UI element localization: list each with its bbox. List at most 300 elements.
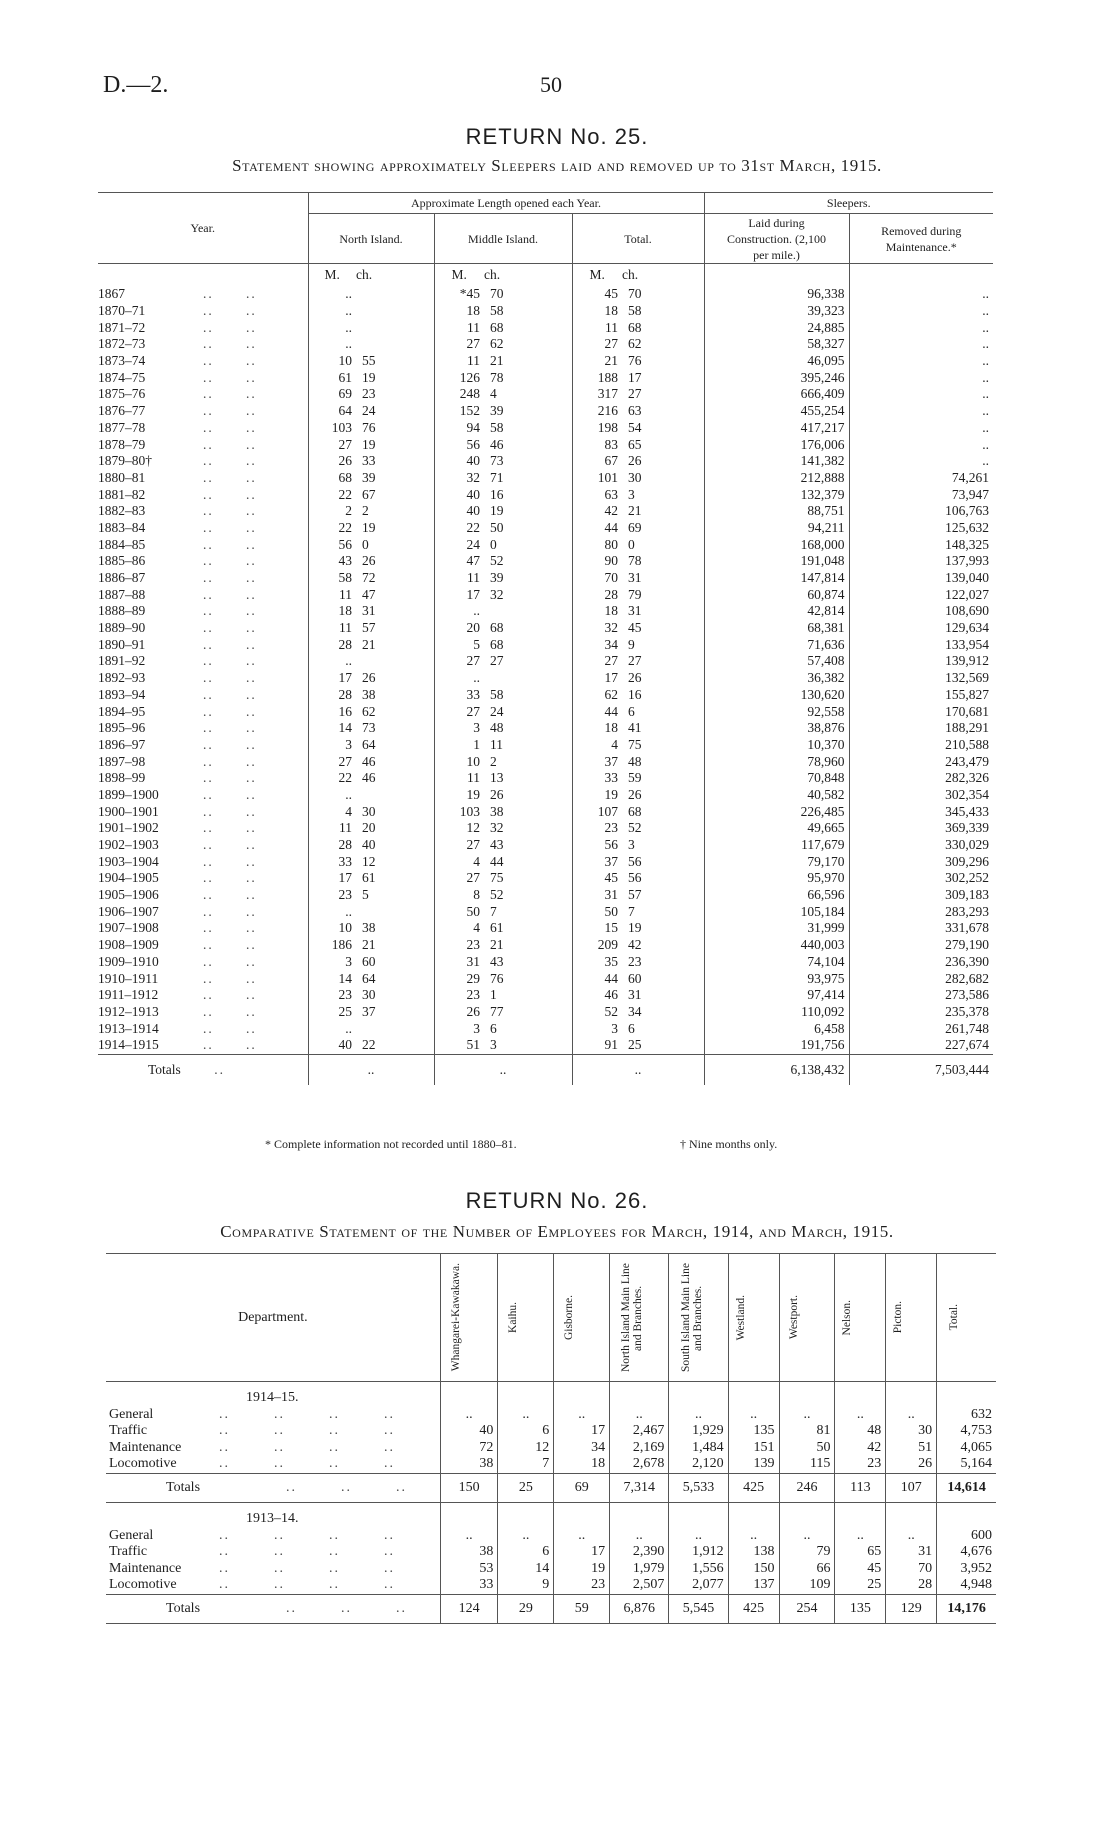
employee-count: 45 bbox=[835, 1561, 886, 1578]
total-chains: 3 bbox=[628, 837, 635, 853]
removed-value: 279,190 bbox=[849, 937, 993, 954]
middle-miles: 103 bbox=[434, 803, 484, 820]
year-row: 1880–81 .. .. 68 39 32 71 101 30 212,888 74,261 bbox=[98, 470, 993, 487]
total-miles: 23 bbox=[572, 820, 622, 837]
laid-value: 46,095 bbox=[704, 353, 849, 370]
north-chains: 60 bbox=[362, 953, 376, 969]
year-cell: 1901–1902 bbox=[98, 820, 159, 836]
column-header: North Island Main Line and Branches. bbox=[610, 1254, 669, 1382]
column-header: Total. bbox=[937, 1254, 996, 1382]
laid-value: 117,679 bbox=[704, 837, 849, 854]
north-miles: 4 bbox=[308, 803, 356, 820]
north-miles: 2 bbox=[308, 503, 356, 520]
middle-chains: 3 bbox=[490, 1037, 497, 1053]
total-chains: 48 bbox=[628, 753, 642, 769]
column-header: Whangarei-Kawakawa. bbox=[440, 1254, 498, 1382]
north-chains: 33 bbox=[362, 453, 376, 469]
total-chains: 34 bbox=[628, 1003, 642, 1019]
north-miles: 58 bbox=[308, 570, 356, 587]
removed-value: .. bbox=[849, 403, 993, 420]
total-miles: 90 bbox=[572, 553, 622, 570]
year-cell: 1888–89 bbox=[98, 603, 146, 619]
north-miles: 10 bbox=[308, 353, 356, 370]
middle-miles: 27 bbox=[434, 703, 484, 720]
return-25-title: RETURN No. 25. bbox=[465, 124, 649, 149]
north-miles: .. bbox=[308, 286, 356, 303]
laid-value: 130,620 bbox=[704, 687, 849, 704]
middle-miles: 11 bbox=[434, 353, 484, 370]
department-cell: Maintenance .. .. .. .. bbox=[109, 1560, 395, 1576]
north-chains: 24 bbox=[362, 403, 376, 419]
employee-count: .. bbox=[835, 1407, 886, 1424]
employee-count: .. bbox=[440, 1528, 498, 1545]
middle-chains: 39 bbox=[490, 403, 504, 419]
north-chains bbox=[356, 319, 434, 336]
laid-value: 31,999 bbox=[704, 920, 849, 937]
employee-count: 48 bbox=[835, 1423, 886, 1440]
section-year: 1913–14. bbox=[246, 1511, 299, 1527]
employee-count: 2,678 bbox=[610, 1456, 669, 1473]
middle-miles: 24 bbox=[434, 536, 484, 553]
laid-value: 176,006 bbox=[704, 436, 849, 453]
north-chains: 19 bbox=[362, 369, 376, 385]
employee-count: 2,507 bbox=[610, 1577, 669, 1594]
north-chains: 57 bbox=[362, 620, 376, 636]
department-row bbox=[106, 1440, 996, 1457]
employee-count: .. bbox=[440, 1407, 498, 1424]
middle-chains: 24 bbox=[490, 703, 504, 719]
north-chains bbox=[356, 303, 434, 320]
department-cell: General .. .. .. .. bbox=[109, 1406, 395, 1422]
laid-value: 66,596 bbox=[704, 887, 849, 904]
employee-count: 50 bbox=[779, 1440, 835, 1457]
total-chains: 27 bbox=[628, 386, 642, 402]
middle-miles: 23 bbox=[434, 937, 484, 954]
removed-value: 137,993 bbox=[849, 553, 993, 570]
total-miles: 18 bbox=[572, 303, 622, 320]
laid-value: 24,885 bbox=[704, 319, 849, 336]
north-miles: .. bbox=[308, 303, 356, 320]
total-chains: 19 bbox=[628, 920, 642, 936]
total-chains: 79 bbox=[628, 586, 642, 602]
north-chains: 55 bbox=[362, 353, 376, 369]
middle-miles: 26 bbox=[434, 1004, 484, 1021]
year-cell: 1882–83 bbox=[98, 503, 146, 519]
employee-count: 2,077 bbox=[669, 1577, 728, 1594]
total-chains: 59 bbox=[628, 770, 642, 786]
north-miles: 3 bbox=[308, 954, 356, 971]
middle-miles: 4 bbox=[434, 853, 484, 870]
north-miles: 68 bbox=[308, 470, 356, 487]
return-25-statement: Statement showing approximately Sleepers laid and removed up to 31st March, 1915. bbox=[232, 156, 882, 175]
employee-count: .. bbox=[498, 1528, 554, 1545]
middle-chains bbox=[484, 603, 572, 620]
middle-chains: 21 bbox=[490, 353, 504, 369]
removed-value: 261,748 bbox=[849, 1020, 993, 1037]
north-chains: 40 bbox=[362, 837, 376, 853]
footnote-nine-months: † Nine months only. bbox=[680, 1137, 778, 1151]
north-miles: 10 bbox=[308, 920, 356, 937]
employee-count: 600 bbox=[937, 1528, 996, 1545]
middle-miles: 20 bbox=[434, 620, 484, 637]
total-chains: 26 bbox=[628, 786, 642, 802]
column-header: Westport. bbox=[779, 1254, 835, 1382]
department-row bbox=[106, 1544, 996, 1561]
employee-count: 38 bbox=[440, 1456, 498, 1473]
year-cell: 1876–77 bbox=[98, 403, 146, 419]
year-row: 1877–78 .. .. 103 76 94 58 198 54 417,217 .. bbox=[98, 420, 993, 437]
removed-value: 122,027 bbox=[849, 586, 993, 603]
removed-value: 106,763 bbox=[849, 503, 993, 520]
total-chains: 26 bbox=[628, 453, 642, 469]
total-miles: 37 bbox=[572, 853, 622, 870]
year-cell: 1893–94 bbox=[98, 686, 146, 702]
laid-value: 38,876 bbox=[704, 720, 849, 737]
total-miles: 44 bbox=[572, 703, 622, 720]
total-count: 6,876 bbox=[610, 1594, 669, 1624]
year-row: 1890–91 .. .. 28 21 5 68 34 9 71,636 133,954 bbox=[98, 636, 993, 653]
north-chains: 22 bbox=[362, 1037, 376, 1053]
north-miles: 14 bbox=[308, 720, 356, 737]
total-chains: 6 bbox=[628, 703, 635, 719]
employee-count: 1,484 bbox=[669, 1440, 728, 1457]
year-row: 1894–95 .. .. 16 62 27 24 44 6 92,558 170,681 bbox=[98, 703, 993, 720]
total-miles: 45 bbox=[572, 870, 622, 887]
department-row bbox=[106, 1407, 996, 1424]
year-cell: 1886–87 bbox=[98, 570, 146, 586]
total-miles: 46 bbox=[572, 987, 622, 1004]
col-removed-header: Removed during Maintenance.* bbox=[849, 214, 993, 264]
department-cell: Locomotive .. .. .. .. bbox=[109, 1577, 395, 1593]
total-chains: 26 bbox=[628, 670, 642, 686]
middle-chains: 58 bbox=[490, 303, 504, 319]
middle-chains: 75 bbox=[490, 870, 504, 886]
north-miles: 17 bbox=[308, 670, 356, 687]
middle-miles: 152 bbox=[434, 403, 484, 420]
employee-count: 30 bbox=[886, 1423, 937, 1440]
year-row: 1907–1908 .. .. 10 38 4 61 15 19 31,999 331,678 bbox=[98, 920, 993, 937]
employee-count: 7 bbox=[498, 1456, 554, 1473]
unit-ch: ch. bbox=[356, 267, 373, 282]
year-row: 1906–1907 .. .. .. 50 7 50 7 105,184 283,293 bbox=[98, 903, 993, 920]
year-row: 1871–72 .. .. .. 11 68 11 68 24,885 .. bbox=[98, 319, 993, 336]
middle-chains: 0 bbox=[490, 536, 497, 552]
middle-miles: 23 bbox=[434, 987, 484, 1004]
employee-count: 2,390 bbox=[610, 1544, 669, 1561]
year-cell: 1885–86 bbox=[98, 553, 146, 569]
year-cell: 1900–1901 bbox=[98, 803, 159, 819]
removed-value: 282,326 bbox=[849, 770, 993, 787]
total-count: 14,176 bbox=[937, 1594, 996, 1624]
middle-chains: 73 bbox=[490, 453, 504, 469]
north-chains bbox=[356, 1020, 434, 1037]
removed-value: 235,378 bbox=[849, 1004, 993, 1021]
total-count: 129 bbox=[886, 1594, 937, 1624]
total-chains: 7 bbox=[628, 903, 635, 919]
section-totals-row bbox=[106, 1473, 996, 1503]
middle-chains: 58 bbox=[490, 419, 504, 435]
section-year-row bbox=[106, 1503, 996, 1528]
middle-chains: 68 bbox=[490, 319, 504, 335]
employee-count: 1,979 bbox=[610, 1561, 669, 1578]
north-miles: 11 bbox=[308, 586, 356, 603]
laid-value: 88,751 bbox=[704, 503, 849, 520]
laid-value: 141,382 bbox=[704, 453, 849, 470]
laid-value: 60,874 bbox=[704, 586, 849, 603]
north-chains: 26 bbox=[362, 553, 376, 569]
removed-value: 282,682 bbox=[849, 970, 993, 987]
total-chains: 6 bbox=[628, 1020, 635, 1036]
total-miles: 56 bbox=[572, 837, 622, 854]
total-count: 59 bbox=[554, 1594, 610, 1624]
department-cell: General .. .. .. .. bbox=[109, 1527, 395, 1543]
north-miles: 11 bbox=[308, 620, 356, 637]
total-count: 69 bbox=[554, 1473, 610, 1503]
employee-count: 79 bbox=[779, 1544, 835, 1561]
middle-miles: 5 bbox=[434, 636, 484, 653]
total-chains: 54 bbox=[628, 419, 642, 435]
middle-miles: .. bbox=[434, 670, 484, 687]
north-chains: 0 bbox=[362, 536, 369, 552]
middle-chains: 6 bbox=[490, 1020, 497, 1036]
total-north: .. bbox=[308, 1054, 434, 1085]
employee-count: .. bbox=[554, 1407, 610, 1424]
laid-value: 92,558 bbox=[704, 703, 849, 720]
year-row: 1875–76 .. .. 69 23 248 4 317 27 666,409 .. bbox=[98, 386, 993, 403]
employee-count: 23 bbox=[554, 1577, 610, 1594]
total-chains: 42 bbox=[628, 937, 642, 953]
employee-count: 17 bbox=[554, 1423, 610, 1440]
total-count: 425 bbox=[728, 1594, 779, 1624]
middle-chains: 77 bbox=[490, 1003, 504, 1019]
north-chains: 26 bbox=[362, 670, 376, 686]
employee-count: 72 bbox=[440, 1440, 498, 1457]
year-cell: 1874–75 bbox=[98, 369, 146, 385]
north-chains: 62 bbox=[362, 703, 376, 719]
col-department-header: Department. bbox=[238, 1309, 308, 1325]
employee-count: 150 bbox=[728, 1561, 779, 1578]
removed-value: 74,261 bbox=[849, 470, 993, 487]
year-cell: 1912–1913 bbox=[98, 1003, 159, 1019]
total-miles: 27 bbox=[572, 336, 622, 353]
unit-m: M. bbox=[308, 264, 356, 287]
laid-value: 40,582 bbox=[704, 787, 849, 804]
total-miles: 32 bbox=[572, 620, 622, 637]
removed-value: 369,339 bbox=[849, 820, 993, 837]
year-row: 1883–84 .. .. 22 19 22 50 44 69 94,211 125,632 bbox=[98, 520, 993, 537]
middle-chains: 7 bbox=[490, 903, 497, 919]
department-row bbox=[106, 1423, 996, 1440]
total-count: 254 bbox=[779, 1594, 835, 1624]
middle-miles: 17 bbox=[434, 586, 484, 603]
employee-count: 3,952 bbox=[937, 1561, 996, 1578]
return-26-statement: Comparative Statement of the Number of Employees for March, 1914, and March, 1915. bbox=[220, 1222, 894, 1241]
north-chains bbox=[356, 787, 434, 804]
year-row: 1900–1901 .. .. 4 30 103 38 107 68 226,485 345,433 bbox=[98, 803, 993, 820]
employee-count: 2,467 bbox=[610, 1423, 669, 1440]
year-cell: 1875–76 bbox=[98, 386, 146, 402]
year-row: 1897–98 .. .. 27 46 10 2 37 48 78,960 243,479 bbox=[98, 753, 993, 770]
north-miles: 43 bbox=[308, 553, 356, 570]
middle-chains: 2 bbox=[490, 753, 497, 769]
year-cell: 1907–1908 bbox=[98, 920, 159, 936]
middle-chains: 27 bbox=[490, 653, 504, 669]
total-miles: 35 bbox=[572, 954, 622, 971]
removed-value: 73,947 bbox=[849, 486, 993, 503]
total-miles: 18 bbox=[572, 720, 622, 737]
middle-miles: 33 bbox=[434, 687, 484, 704]
year-cell: 1899–1900 bbox=[98, 786, 159, 802]
unit-ch: ch. bbox=[622, 267, 639, 282]
middle-miles: 11 bbox=[434, 319, 484, 336]
employee-count: 31 bbox=[886, 1544, 937, 1561]
year-row: 1901–1902 .. .. 11 20 12 32 23 52 49,665 369,339 bbox=[98, 820, 993, 837]
north-miles: .. bbox=[308, 319, 356, 336]
employee-count: 109 bbox=[779, 1577, 835, 1594]
total-chains: 41 bbox=[628, 720, 642, 736]
middle-chains: 11 bbox=[490, 736, 503, 752]
laid-value: 39,323 bbox=[704, 303, 849, 320]
year-row: 1882–83 .. .. 2 2 40 19 42 21 88,751 106,763 bbox=[98, 503, 993, 520]
year-row: 1884–85 .. .. 56 0 24 0 80 0 168,000 148,325 bbox=[98, 536, 993, 553]
laid-value: 95,970 bbox=[704, 870, 849, 887]
employee-count: .. bbox=[669, 1407, 728, 1424]
removed-value: .. bbox=[849, 303, 993, 320]
total-count: 135 bbox=[835, 1594, 886, 1624]
col-middle-header: Middle Island. bbox=[434, 214, 572, 264]
north-chains: 37 bbox=[362, 1003, 376, 1019]
department-row bbox=[106, 1528, 996, 1545]
year-cell: 1870–71 bbox=[98, 303, 146, 319]
removed-value: 243,479 bbox=[849, 753, 993, 770]
total-miles: 17 bbox=[572, 670, 622, 687]
year-cell: 1890–91 bbox=[98, 636, 146, 652]
removed-value: .. bbox=[849, 319, 993, 336]
total-miles: 37 bbox=[572, 753, 622, 770]
col-north-header: North Island. bbox=[308, 214, 434, 264]
laid-value: 93,975 bbox=[704, 970, 849, 987]
north-miles: 28 bbox=[308, 837, 356, 854]
middle-miles: 248 bbox=[434, 386, 484, 403]
removed-value: 309,296 bbox=[849, 853, 993, 870]
year-cell: 1906–1907 bbox=[98, 903, 159, 919]
column-header: Nelson. bbox=[835, 1254, 886, 1382]
employee-count: 4,753 bbox=[937, 1423, 996, 1440]
middle-miles: 12 bbox=[434, 820, 484, 837]
removed-value: 330,029 bbox=[849, 837, 993, 854]
year-cell: 1879–80† bbox=[98, 453, 152, 469]
total-chains: 0 bbox=[628, 536, 635, 552]
year-row: 1909–1910 .. .. 3 60 31 43 35 23 74,104 236,390 bbox=[98, 954, 993, 971]
removed-value: 133,954 bbox=[849, 636, 993, 653]
middle-chains: 39 bbox=[490, 570, 504, 586]
removed-value: 125,632 bbox=[849, 520, 993, 537]
middle-miles: 51 bbox=[434, 1037, 484, 1054]
year-cell: 1902–1903 bbox=[98, 837, 159, 853]
total-count: 150 bbox=[440, 1473, 498, 1503]
employee-count: .. bbox=[669, 1528, 728, 1545]
year-cell: 1910–1911 bbox=[98, 970, 159, 986]
employee-count: .. bbox=[610, 1528, 669, 1545]
removed-value: 331,678 bbox=[849, 920, 993, 937]
total-miles: 4 bbox=[572, 737, 622, 754]
section-totals-row bbox=[106, 1594, 996, 1624]
north-miles: 3 bbox=[308, 737, 356, 754]
laid-value: 168,000 bbox=[704, 536, 849, 553]
footnote-incomplete: * Complete information not recorded until 1880–81. bbox=[265, 1137, 517, 1151]
total-count: 107 bbox=[886, 1473, 937, 1503]
year-row: 1887–88 .. .. 11 47 17 32 28 79 60,874 122,027 bbox=[98, 586, 993, 603]
laid-value: 79,170 bbox=[704, 853, 849, 870]
laid-value: 191,048 bbox=[704, 553, 849, 570]
north-miles: .. bbox=[308, 903, 356, 920]
year-cell: 1892–93 bbox=[98, 670, 146, 686]
total-miles: 27 bbox=[572, 653, 622, 670]
year-row: 1910–1911 .. .. 14 64 29 76 44 60 93,975 282,682 bbox=[98, 970, 993, 987]
north-chains: 2 bbox=[362, 503, 369, 519]
year-row: 1903–1904 .. .. 33 12 4 44 37 56 79,170 309,296 bbox=[98, 853, 993, 870]
year-row: 1912–1913 .. .. 25 37 26 77 52 34 110,092 235,378 bbox=[98, 1004, 993, 1021]
employee-count: .. bbox=[728, 1528, 779, 1545]
total-chains: 69 bbox=[628, 519, 642, 535]
year-row: 1873–74 .. .. 10 55 11 21 21 76 46,095 .. bbox=[98, 353, 993, 370]
removed-value: .. bbox=[849, 353, 993, 370]
employee-count: 139 bbox=[728, 1456, 779, 1473]
removed-value: 139,040 bbox=[849, 570, 993, 587]
year-row: 1888–89 .. .. 18 31 .. 18 31 42,814 108,690 bbox=[98, 603, 993, 620]
middle-miles: 32 bbox=[434, 470, 484, 487]
total-miles: 209 bbox=[572, 937, 622, 954]
column-header: Kaihu. bbox=[498, 1254, 554, 1382]
total-miles: 70 bbox=[572, 570, 622, 587]
removed-value: 129,634 bbox=[849, 620, 993, 637]
north-chains: 5 bbox=[362, 887, 369, 903]
removed-value: 345,433 bbox=[849, 803, 993, 820]
total-chains: 31 bbox=[628, 603, 642, 619]
total-chains: 70 bbox=[628, 286, 642, 302]
north-miles: 22 bbox=[308, 770, 356, 787]
laid-value: 71,636 bbox=[704, 636, 849, 653]
employee-count: .. bbox=[779, 1407, 835, 1424]
totals-label: Totals .. .. .. bbox=[106, 1594, 440, 1624]
employee-count: .. bbox=[554, 1528, 610, 1545]
removed-value: .. bbox=[849, 386, 993, 403]
north-miles: 26 bbox=[308, 453, 356, 470]
total-miles: 42 bbox=[572, 503, 622, 520]
north-miles: 28 bbox=[308, 636, 356, 653]
employee-count: 40 bbox=[440, 1423, 498, 1440]
middle-chains: 43 bbox=[490, 953, 504, 969]
laid-value: 78,960 bbox=[704, 753, 849, 770]
laid-value: 417,217 bbox=[704, 420, 849, 437]
employee-count: .. bbox=[886, 1528, 937, 1545]
document-reference: D.—2. bbox=[103, 72, 169, 98]
laid-value: 395,246 bbox=[704, 369, 849, 386]
middle-miles: 27 bbox=[434, 336, 484, 353]
laid-value: 105,184 bbox=[704, 903, 849, 920]
total-chains: 56 bbox=[628, 870, 642, 886]
total-laid: 6,138,432 bbox=[704, 1054, 849, 1085]
laid-value: 94,211 bbox=[704, 520, 849, 537]
col-total-header: Total. bbox=[572, 214, 704, 264]
north-miles: 56 bbox=[308, 536, 356, 553]
total-miles: 21 bbox=[572, 353, 622, 370]
middle-miles: 22 bbox=[434, 520, 484, 537]
total-miles: 216 bbox=[572, 403, 622, 420]
middle-miles: 40 bbox=[434, 503, 484, 520]
employee-count: 25 bbox=[835, 1577, 886, 1594]
total-count: 124 bbox=[440, 1594, 498, 1624]
